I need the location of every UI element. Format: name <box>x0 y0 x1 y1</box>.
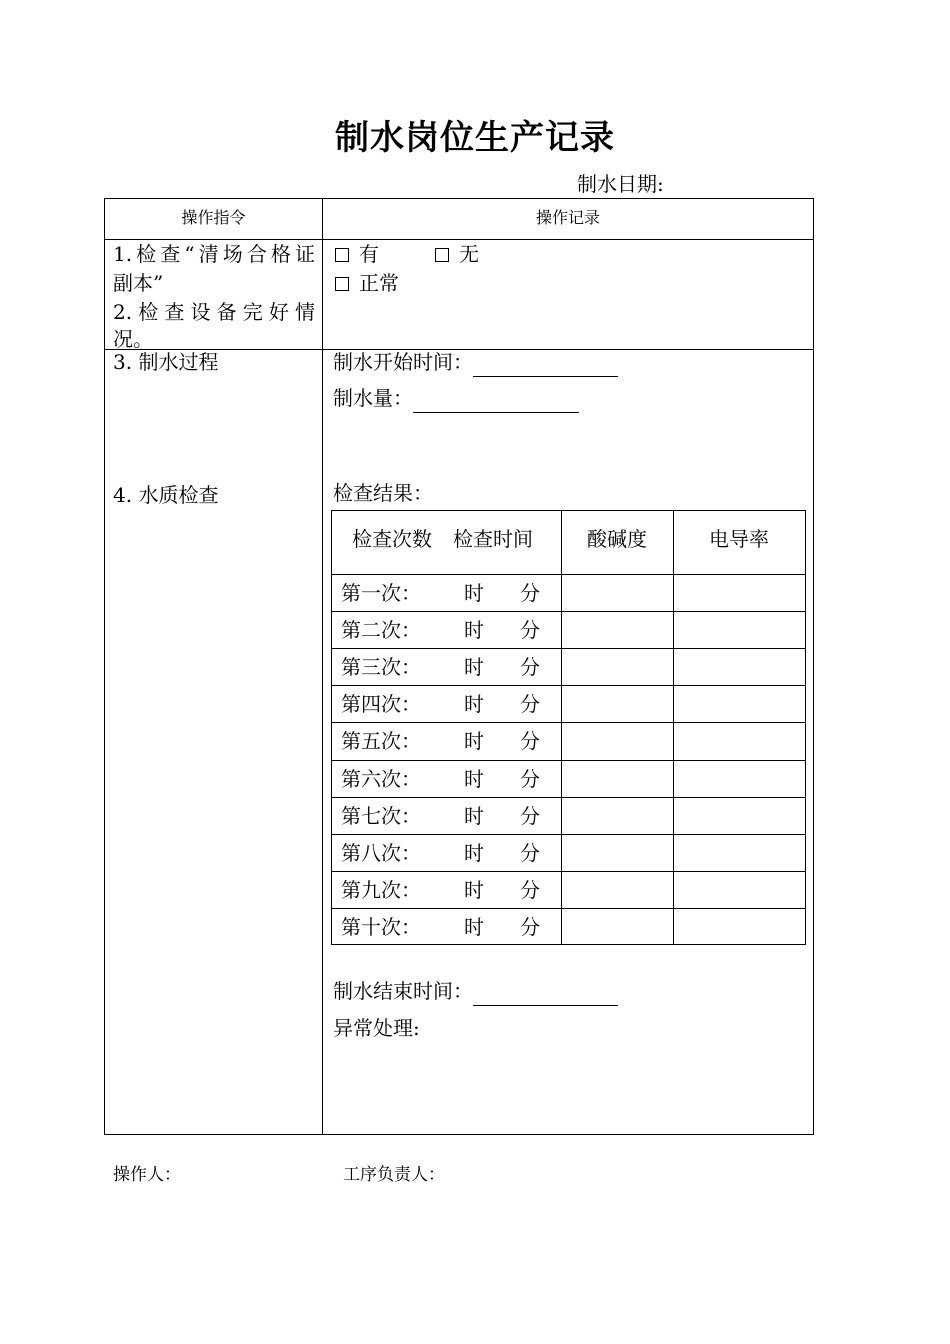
end-time-label: 制水结束时间： <box>333 979 473 1003</box>
minute-unit: 分 <box>520 618 540 643</box>
ph-cell[interactable] <box>562 686 672 722</box>
minute-unit: 分 <box>520 840 540 865</box>
check-line-4: 况。 <box>113 327 153 351</box>
minute-unit: 分 <box>520 581 540 605</box>
ph-cell[interactable] <box>562 649 672 685</box>
inspection-row <box>332 908 805 946</box>
header-operation-instruction: 操作指令 <box>181 208 246 227</box>
end-time-blank[interactable] <box>473 979 618 1006</box>
inspection-row-label: 第九次： <box>341 877 421 902</box>
step-3-label: 3. 制水过程 <box>113 350 219 374</box>
minute-unit: 分 <box>520 877 540 902</box>
inspection-row <box>332 797 805 835</box>
conductivity-cell[interactable] <box>674 798 805 834</box>
inspection-row-label: 第四次： <box>341 692 421 717</box>
header-inspection-count: 检查次数 <box>352 527 432 551</box>
inspection-row <box>332 611 805 649</box>
conductivity-cell[interactable] <box>674 761 805 797</box>
conductivity-cell[interactable] <box>674 909 805 945</box>
hour-unit: 时 <box>464 729 484 754</box>
option-yes-label: 有 <box>359 242 379 266</box>
operator-label: 操作人： <box>113 1165 181 1185</box>
conductivity-cell[interactable] <box>674 612 805 648</box>
water-date-label: 制水日期: <box>577 172 664 196</box>
hour-unit: 时 <box>464 914 484 939</box>
option-no[interactable] <box>435 240 479 269</box>
ph-cell[interactable] <box>562 835 672 871</box>
water-amount-label: 制水量： <box>333 386 413 410</box>
header-inspection-time: 检查时间 <box>453 527 533 551</box>
minute-unit: 分 <box>520 692 540 717</box>
conductivity-cell[interactable] <box>674 686 805 722</box>
minute-unit: 分 <box>520 655 540 680</box>
ph-cell[interactable] <box>562 575 672 611</box>
header-ph: 酸碱度 <box>587 527 647 551</box>
page-title: 制水岗位生产记录 <box>335 118 615 158</box>
start-time-blank[interactable] <box>473 350 618 377</box>
conductivity-cell[interactable] <box>674 723 805 759</box>
minute-unit: 分 <box>520 766 540 791</box>
column-divider <box>322 199 323 1134</box>
check-line-3: 2.检查设备完好情 <box>113 300 315 324</box>
end-time-field[interactable] <box>333 977 618 1006</box>
inspection-table <box>331 510 806 945</box>
start-time-label: 制水开始时间： <box>333 350 473 374</box>
inspection-row <box>332 834 805 872</box>
check-line-1: 1.检查“清场合格证 <box>113 242 315 266</box>
inspection-row-label: 第三次： <box>341 655 421 680</box>
conductivity-cell[interactable] <box>674 872 805 908</box>
abnormal-label: 异常处理: <box>333 1016 420 1040</box>
checkbox-icon[interactable] <box>435 248 449 262</box>
hour-unit: 时 <box>464 581 484 605</box>
hour-unit: 时 <box>464 655 484 680</box>
hour-unit: 时 <box>464 840 484 865</box>
ph-cell[interactable] <box>562 761 672 797</box>
hour-unit: 时 <box>464 803 484 828</box>
minute-unit: 分 <box>520 803 540 828</box>
supervisor-label: 工序负责人： <box>343 1165 445 1185</box>
result-label: 检查结果： <box>333 481 433 505</box>
ph-cell[interactable] <box>562 872 672 908</box>
inspection-row <box>332 574 805 612</box>
option-yes[interactable] <box>335 240 379 269</box>
inspection-row-label: 第十次： <box>341 914 421 939</box>
inspection-row-label: 第二次： <box>341 618 421 643</box>
minute-unit: 分 <box>520 729 540 754</box>
inspection-row <box>332 722 805 760</box>
water-amount-field[interactable] <box>333 384 579 413</box>
check-line-2: 副本” <box>113 271 164 295</box>
header-conductivity: 电导率 <box>709 527 769 551</box>
minute-unit: 分 <box>520 914 540 939</box>
ph-cell[interactable] <box>562 612 672 648</box>
inspection-row-label: 第一次： <box>341 581 421 605</box>
inspection-row-label: 第七次： <box>341 803 421 828</box>
ph-cell[interactable] <box>562 723 672 759</box>
checkbox-icon[interactable] <box>335 277 349 291</box>
inspection-row-label: 第六次： <box>341 766 421 791</box>
inspection-row <box>332 871 805 909</box>
option-normal[interactable] <box>335 269 399 298</box>
ph-cell[interactable] <box>562 909 672 945</box>
water-amount-blank[interactable] <box>413 386 579 413</box>
option-normal-label: 正常 <box>359 271 399 295</box>
checkbox-icon[interactable] <box>335 248 349 262</box>
hour-unit: 时 <box>464 618 484 643</box>
header-operation-record: 操作记录 <box>535 208 600 227</box>
hour-unit: 时 <box>464 692 484 717</box>
conductivity-cell[interactable] <box>674 649 805 685</box>
inspection-row-label: 第五次： <box>341 729 421 754</box>
conductivity-cell[interactable] <box>674 575 805 611</box>
inspection-row <box>332 685 805 723</box>
option-no-label: 无 <box>459 242 479 266</box>
step-4-label: 4. 水质检查 <box>113 483 219 507</box>
ph-cell[interactable] <box>562 798 672 834</box>
hour-unit: 时 <box>464 766 484 791</box>
inspection-row <box>332 760 805 798</box>
start-time-field[interactable] <box>333 348 618 377</box>
inspection-row <box>332 648 805 686</box>
hour-unit: 时 <box>464 877 484 902</box>
inspection-row-label: 第八次： <box>341 840 421 865</box>
check-instructions <box>113 240 315 351</box>
conductivity-cell[interactable] <box>674 835 805 871</box>
